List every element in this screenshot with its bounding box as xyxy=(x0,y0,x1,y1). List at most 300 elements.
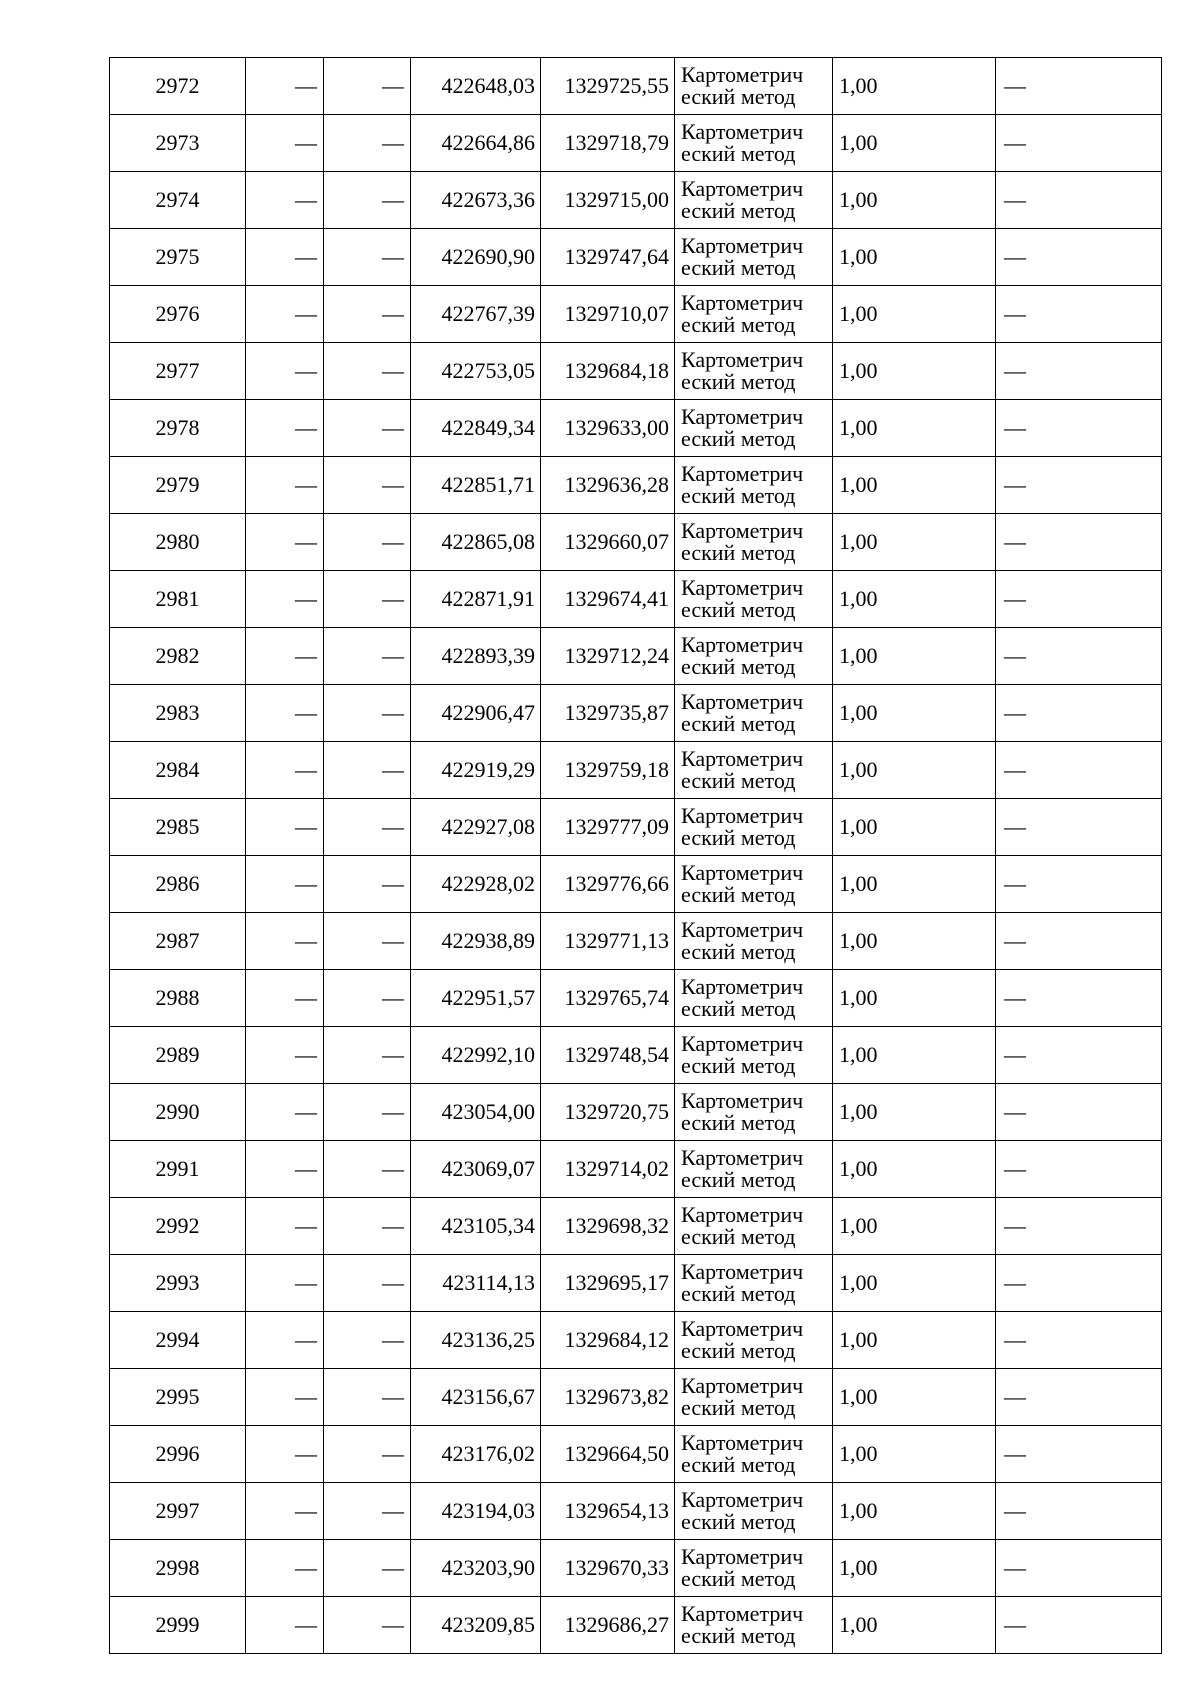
table-row xyxy=(110,1483,1162,1540)
method-line-2: еский метод xyxy=(681,1566,796,1591)
method-line-1: Картометрич xyxy=(681,233,804,258)
x-coordinate-cell: 423176,02 xyxy=(411,1426,541,1483)
column-3-cell: — xyxy=(324,400,411,457)
method-cell xyxy=(675,628,833,685)
y-coordinate-cell: 1329712,24 xyxy=(541,628,675,685)
method-line-1: Картометрич xyxy=(681,119,804,144)
x-coordinate-cell: 423156,67 xyxy=(411,1369,541,1426)
x-coordinate-cell: 422673,36 xyxy=(411,172,541,229)
point-number-cell: 2979 xyxy=(110,457,246,514)
method-line-2: еский метод xyxy=(681,1395,796,1420)
method-cell xyxy=(675,343,833,400)
x-coordinate-cell: 422851,71 xyxy=(411,457,541,514)
description-cell: — xyxy=(996,514,1162,571)
table-row xyxy=(110,457,1162,514)
method-line-2: еский метод xyxy=(681,1338,796,1363)
column-2-cell: — xyxy=(246,1426,324,1483)
method-cell xyxy=(675,1597,833,1654)
table-row xyxy=(110,1597,1162,1654)
description-cell: — xyxy=(996,799,1162,856)
method-line-2: еский метод xyxy=(681,654,796,679)
x-coordinate-cell: 422992,10 xyxy=(411,1027,541,1084)
point-number-cell: 2986 xyxy=(110,856,246,913)
method-line-2: еский метод xyxy=(681,255,796,280)
column-3-cell: — xyxy=(324,58,411,115)
x-coordinate-cell: 422938,89 xyxy=(411,913,541,970)
table-row xyxy=(110,799,1162,856)
error-cell: 1,00 xyxy=(833,286,996,343)
point-number-cell: 2978 xyxy=(110,400,246,457)
method-cell xyxy=(675,1369,833,1426)
method-cell xyxy=(675,286,833,343)
point-number-cell: 2977 xyxy=(110,343,246,400)
method-cell xyxy=(675,1426,833,1483)
y-coordinate-cell: 1329684,12 xyxy=(541,1312,675,1369)
y-coordinate-cell: 1329654,13 xyxy=(541,1483,675,1540)
y-coordinate-cell: 1329718,79 xyxy=(541,115,675,172)
method-cell xyxy=(675,172,833,229)
method-line-1: Картометрич xyxy=(681,1430,804,1455)
method-cell xyxy=(675,1255,833,1312)
column-3-cell: — xyxy=(324,229,411,286)
method-line-1: Картометрич xyxy=(681,1373,804,1398)
y-coordinate-cell: 1329714,02 xyxy=(541,1141,675,1198)
method-line-2: еский метод xyxy=(681,1224,796,1249)
table-row xyxy=(110,913,1162,970)
point-number-cell: 2972 xyxy=(110,58,246,115)
description-cell: — xyxy=(996,1369,1162,1426)
method-line-1: Картометрич xyxy=(681,518,804,543)
description-cell: — xyxy=(996,1426,1162,1483)
point-number-cell: 2975 xyxy=(110,229,246,286)
method-line-2: еский метод xyxy=(681,882,796,907)
description-cell: — xyxy=(996,628,1162,685)
column-2-cell: — xyxy=(246,514,324,571)
method-line-2: еский метод xyxy=(681,84,796,109)
method-line-1: Картометрич xyxy=(681,860,804,885)
method-line-1: Картометрич xyxy=(681,1031,804,1056)
column-2-cell: — xyxy=(246,172,324,229)
x-coordinate-cell: 422919,29 xyxy=(411,742,541,799)
method-cell xyxy=(675,1141,833,1198)
point-number-cell: 2992 xyxy=(110,1198,246,1255)
description-cell: — xyxy=(996,58,1162,115)
point-number-cell: 2988 xyxy=(110,970,246,1027)
point-number-cell: 2991 xyxy=(110,1141,246,1198)
table-row xyxy=(110,115,1162,172)
column-3-cell: — xyxy=(324,115,411,172)
column-2-cell: — xyxy=(246,457,324,514)
method-cell xyxy=(675,229,833,286)
description-cell: — xyxy=(996,742,1162,799)
table-row xyxy=(110,229,1162,286)
column-3-cell: — xyxy=(324,799,411,856)
description-cell: — xyxy=(996,913,1162,970)
error-cell: 1,00 xyxy=(833,1597,996,1654)
method-line-2: еский метод xyxy=(681,369,796,394)
method-line-1: Картометрич xyxy=(681,917,804,942)
method-line-2: еский метод xyxy=(681,1623,796,1648)
method-line-1: Картометрич xyxy=(681,347,804,372)
column-3-cell: — xyxy=(324,1312,411,1369)
description-cell: — xyxy=(996,571,1162,628)
y-coordinate-cell: 1329686,27 xyxy=(541,1597,675,1654)
column-3-cell: — xyxy=(324,1540,411,1597)
description-cell: — xyxy=(996,1597,1162,1654)
table-row xyxy=(110,742,1162,799)
column-3-cell: — xyxy=(324,457,411,514)
error-cell: 1,00 xyxy=(833,1198,996,1255)
error-cell: 1,00 xyxy=(833,913,996,970)
y-coordinate-cell: 1329695,17 xyxy=(541,1255,675,1312)
point-number-cell: 2980 xyxy=(110,514,246,571)
method-cell xyxy=(675,799,833,856)
y-coordinate-cell: 1329776,66 xyxy=(541,856,675,913)
error-cell: 1,00 xyxy=(833,1084,996,1141)
error-cell: 1,00 xyxy=(833,1426,996,1483)
column-3-cell: — xyxy=(324,628,411,685)
x-coordinate-cell: 422690,90 xyxy=(411,229,541,286)
method-line-1: Картометрич xyxy=(681,1259,804,1284)
table-row xyxy=(110,1312,1162,1369)
table-row xyxy=(110,685,1162,742)
column-2-cell: — xyxy=(246,571,324,628)
x-coordinate-cell: 422928,02 xyxy=(411,856,541,913)
method-cell xyxy=(675,685,833,742)
method-line-1: Картометрич xyxy=(681,689,804,714)
column-2-cell: — xyxy=(246,913,324,970)
table-row xyxy=(110,856,1162,913)
x-coordinate-cell: 422753,05 xyxy=(411,343,541,400)
coordinates-table xyxy=(109,57,1162,1654)
column-3-cell: — xyxy=(324,1141,411,1198)
x-coordinate-cell: 423194,03 xyxy=(411,1483,541,1540)
x-coordinate-cell: 422906,47 xyxy=(411,685,541,742)
y-coordinate-cell: 1329673,82 xyxy=(541,1369,675,1426)
description-cell: — xyxy=(996,172,1162,229)
description-cell: — xyxy=(996,1198,1162,1255)
error-cell: 1,00 xyxy=(833,685,996,742)
y-coordinate-cell: 1329710,07 xyxy=(541,286,675,343)
column-2-cell: — xyxy=(246,1027,324,1084)
method-line-1: Картометрич xyxy=(681,1487,804,1512)
column-3-cell: — xyxy=(324,1597,411,1654)
table-row xyxy=(110,1141,1162,1198)
method-line-2: еский метод xyxy=(681,540,796,565)
method-line-1: Картометрич xyxy=(681,746,804,771)
table-row xyxy=(110,571,1162,628)
table-row xyxy=(110,628,1162,685)
column-2-cell: — xyxy=(246,799,324,856)
method-cell xyxy=(675,1540,833,1597)
method-line-1: Картометрич xyxy=(681,1202,804,1227)
method-line-2: еский метод xyxy=(681,1281,796,1306)
method-cell xyxy=(675,58,833,115)
column-2-cell: — xyxy=(246,286,324,343)
description-cell: — xyxy=(996,1084,1162,1141)
description-cell: — xyxy=(996,400,1162,457)
x-coordinate-cell: 423203,90 xyxy=(411,1540,541,1597)
column-3-cell: — xyxy=(324,970,411,1027)
point-number-cell: 2989 xyxy=(110,1027,246,1084)
table-row xyxy=(110,1084,1162,1141)
y-coordinate-cell: 1329777,09 xyxy=(541,799,675,856)
table-row xyxy=(110,286,1162,343)
column-2-cell: — xyxy=(246,343,324,400)
method-line-1: Картометрич xyxy=(681,404,804,429)
description-cell: — xyxy=(996,1027,1162,1084)
column-2-cell: — xyxy=(246,1084,324,1141)
y-coordinate-cell: 1329720,75 xyxy=(541,1084,675,1141)
method-line-1: Картометрич xyxy=(681,1316,804,1341)
method-line-1: Картометрич xyxy=(681,1601,804,1626)
x-coordinate-cell: 422893,39 xyxy=(411,628,541,685)
y-coordinate-cell: 1329747,64 xyxy=(541,229,675,286)
method-cell xyxy=(675,742,833,799)
point-number-cell: 2984 xyxy=(110,742,246,799)
description-cell: — xyxy=(996,1312,1162,1369)
method-cell xyxy=(675,115,833,172)
x-coordinate-cell: 422927,08 xyxy=(411,799,541,856)
error-cell: 1,00 xyxy=(833,1483,996,1540)
point-number-cell: 2985 xyxy=(110,799,246,856)
method-cell xyxy=(675,571,833,628)
y-coordinate-cell: 1329725,55 xyxy=(541,58,675,115)
point-number-cell: 2997 xyxy=(110,1483,246,1540)
y-coordinate-cell: 1329684,18 xyxy=(541,343,675,400)
x-coordinate-cell: 422871,91 xyxy=(411,571,541,628)
table-row xyxy=(110,400,1162,457)
error-cell: 1,00 xyxy=(833,628,996,685)
method-line-2: еский метод xyxy=(681,312,796,337)
description-cell: — xyxy=(996,1141,1162,1198)
description-cell: — xyxy=(996,856,1162,913)
method-line-1: Картометрич xyxy=(681,290,804,315)
error-cell: 1,00 xyxy=(833,742,996,799)
point-number-cell: 2983 xyxy=(110,685,246,742)
method-cell xyxy=(675,1312,833,1369)
point-number-cell: 2981 xyxy=(110,571,246,628)
column-2-cell: — xyxy=(246,685,324,742)
description-cell: — xyxy=(996,229,1162,286)
y-coordinate-cell: 1329698,32 xyxy=(541,1198,675,1255)
method-cell xyxy=(675,1483,833,1540)
error-cell: 1,00 xyxy=(833,514,996,571)
point-number-cell: 2996 xyxy=(110,1426,246,1483)
column-3-cell: — xyxy=(324,856,411,913)
table-row xyxy=(110,1540,1162,1597)
y-coordinate-cell: 1329660,07 xyxy=(541,514,675,571)
method-line-2: еский метод xyxy=(681,711,796,736)
y-coordinate-cell: 1329765,74 xyxy=(541,970,675,1027)
point-number-cell: 2995 xyxy=(110,1369,246,1426)
error-cell: 1,00 xyxy=(833,1540,996,1597)
description-cell: — xyxy=(996,343,1162,400)
method-line-1: Картометрич xyxy=(681,1145,804,1170)
error-cell: 1,00 xyxy=(833,400,996,457)
point-number-cell: 2982 xyxy=(110,628,246,685)
error-cell: 1,00 xyxy=(833,1255,996,1312)
column-3-cell: — xyxy=(324,1198,411,1255)
column-2-cell: — xyxy=(246,1141,324,1198)
x-coordinate-cell: 422849,34 xyxy=(411,400,541,457)
method-cell xyxy=(675,913,833,970)
error-cell: 1,00 xyxy=(833,799,996,856)
x-coordinate-cell: 423136,25 xyxy=(411,1312,541,1369)
method-cell xyxy=(675,1027,833,1084)
method-line-2: еский метод xyxy=(681,825,796,850)
method-line-2: еский метод xyxy=(681,1110,796,1135)
column-3-cell: — xyxy=(324,1255,411,1312)
error-cell: 1,00 xyxy=(833,457,996,514)
column-2-cell: — xyxy=(246,58,324,115)
column-2-cell: — xyxy=(246,1312,324,1369)
description-cell: — xyxy=(996,457,1162,514)
point-number-cell: 2998 xyxy=(110,1540,246,1597)
column-3-cell: — xyxy=(324,742,411,799)
column-3-cell: — xyxy=(324,571,411,628)
column-3-cell: — xyxy=(324,1369,411,1426)
method-cell xyxy=(675,1198,833,1255)
table-row xyxy=(110,1426,1162,1483)
column-3-cell: — xyxy=(324,1426,411,1483)
method-cell xyxy=(675,970,833,1027)
error-cell: 1,00 xyxy=(833,970,996,1027)
x-coordinate-cell: 423054,00 xyxy=(411,1084,541,1141)
x-coordinate-cell: 422664,86 xyxy=(411,115,541,172)
method-line-1: Картометрич xyxy=(681,176,804,201)
method-line-2: еский метод xyxy=(681,483,796,508)
method-line-1: Картометрич xyxy=(681,803,804,828)
method-line-1: Картометрич xyxy=(681,461,804,486)
y-coordinate-cell: 1329674,41 xyxy=(541,571,675,628)
error-cell: 1,00 xyxy=(833,58,996,115)
error-cell: 1,00 xyxy=(833,229,996,286)
table-row xyxy=(110,1027,1162,1084)
table-row xyxy=(110,1198,1162,1255)
method-cell xyxy=(675,856,833,913)
method-line-2: еский метод xyxy=(681,939,796,964)
description-cell: — xyxy=(996,970,1162,1027)
point-number-cell: 2973 xyxy=(110,115,246,172)
column-2-cell: — xyxy=(246,970,324,1027)
column-2-cell: — xyxy=(246,1369,324,1426)
column-3-cell: — xyxy=(324,343,411,400)
method-cell xyxy=(675,514,833,571)
point-number-cell: 2990 xyxy=(110,1084,246,1141)
error-cell: 1,00 xyxy=(833,115,996,172)
table-row xyxy=(110,58,1162,115)
y-coordinate-cell: 1329715,00 xyxy=(541,172,675,229)
column-2-cell: — xyxy=(246,229,324,286)
column-2-cell: — xyxy=(246,856,324,913)
y-coordinate-cell: 1329636,28 xyxy=(541,457,675,514)
method-line-2: еский метод xyxy=(681,1509,796,1534)
error-cell: 1,00 xyxy=(833,856,996,913)
method-line-1: Картометрич xyxy=(681,575,804,600)
description-cell: — xyxy=(996,1540,1162,1597)
table-row xyxy=(110,1369,1162,1426)
table-row xyxy=(110,970,1162,1027)
column-2-cell: — xyxy=(246,115,324,172)
point-number-cell: 2993 xyxy=(110,1255,246,1312)
method-line-1: Картометрич xyxy=(681,62,804,87)
point-number-cell: 2987 xyxy=(110,913,246,970)
method-line-1: Картометрич xyxy=(681,632,804,657)
method-cell xyxy=(675,400,833,457)
column-3-cell: — xyxy=(324,172,411,229)
y-coordinate-cell: 1329771,13 xyxy=(541,913,675,970)
table-body xyxy=(110,58,1162,1654)
method-line-2: еский метод xyxy=(681,597,796,622)
column-2-cell: — xyxy=(246,628,324,685)
description-cell: — xyxy=(996,115,1162,172)
method-line-2: еский метод xyxy=(681,1452,796,1477)
column-2-cell: — xyxy=(246,1255,324,1312)
y-coordinate-cell: 1329664,50 xyxy=(541,1426,675,1483)
error-cell: 1,00 xyxy=(833,343,996,400)
method-line-1: Картометрич xyxy=(681,1088,804,1113)
y-coordinate-cell: 1329735,87 xyxy=(541,685,675,742)
method-line-2: еский метод xyxy=(681,1053,796,1078)
method-line-2: еский метод xyxy=(681,996,796,1021)
column-3-cell: — xyxy=(324,1027,411,1084)
method-line-2: еский метод xyxy=(681,1167,796,1192)
x-coordinate-cell: 422865,08 xyxy=(411,514,541,571)
error-cell: 1,00 xyxy=(833,1312,996,1369)
column-3-cell: — xyxy=(324,685,411,742)
method-line-2: еский метод xyxy=(681,768,796,793)
error-cell: 1,00 xyxy=(833,1027,996,1084)
error-cell: 1,00 xyxy=(833,571,996,628)
point-number-cell: 2994 xyxy=(110,1312,246,1369)
x-coordinate-cell: 422767,39 xyxy=(411,286,541,343)
table-row xyxy=(110,1255,1162,1312)
column-3-cell: — xyxy=(324,1483,411,1540)
column-2-cell: — xyxy=(246,400,324,457)
table-row xyxy=(110,172,1162,229)
y-coordinate-cell: 1329759,18 xyxy=(541,742,675,799)
error-cell: 1,00 xyxy=(833,172,996,229)
method-cell xyxy=(675,457,833,514)
y-coordinate-cell: 1329633,00 xyxy=(541,400,675,457)
description-cell: — xyxy=(996,1483,1162,1540)
description-cell: — xyxy=(996,1255,1162,1312)
column-2-cell: — xyxy=(246,1597,324,1654)
error-cell: 1,00 xyxy=(833,1141,996,1198)
description-cell: — xyxy=(996,685,1162,742)
column-3-cell: — xyxy=(324,1084,411,1141)
column-3-cell: — xyxy=(324,913,411,970)
description-cell: — xyxy=(996,286,1162,343)
point-number-cell: 2999 xyxy=(110,1597,246,1654)
column-3-cell: — xyxy=(324,286,411,343)
x-coordinate-cell: 423114,13 xyxy=(411,1255,541,1312)
point-number-cell: 2976 xyxy=(110,286,246,343)
method-line-2: еский метод xyxy=(681,141,796,166)
column-2-cell: — xyxy=(246,1540,324,1597)
x-coordinate-cell: 423105,34 xyxy=(411,1198,541,1255)
x-coordinate-cell: 423069,07 xyxy=(411,1141,541,1198)
x-coordinate-cell: 422951,57 xyxy=(411,970,541,1027)
y-coordinate-cell: 1329670,33 xyxy=(541,1540,675,1597)
method-line-1: Картометрич xyxy=(681,974,804,999)
column-2-cell: — xyxy=(246,1198,324,1255)
method-line-2: еский метод xyxy=(681,198,796,223)
column-3-cell: — xyxy=(324,514,411,571)
point-number-cell: 2974 xyxy=(110,172,246,229)
method-cell xyxy=(675,1084,833,1141)
